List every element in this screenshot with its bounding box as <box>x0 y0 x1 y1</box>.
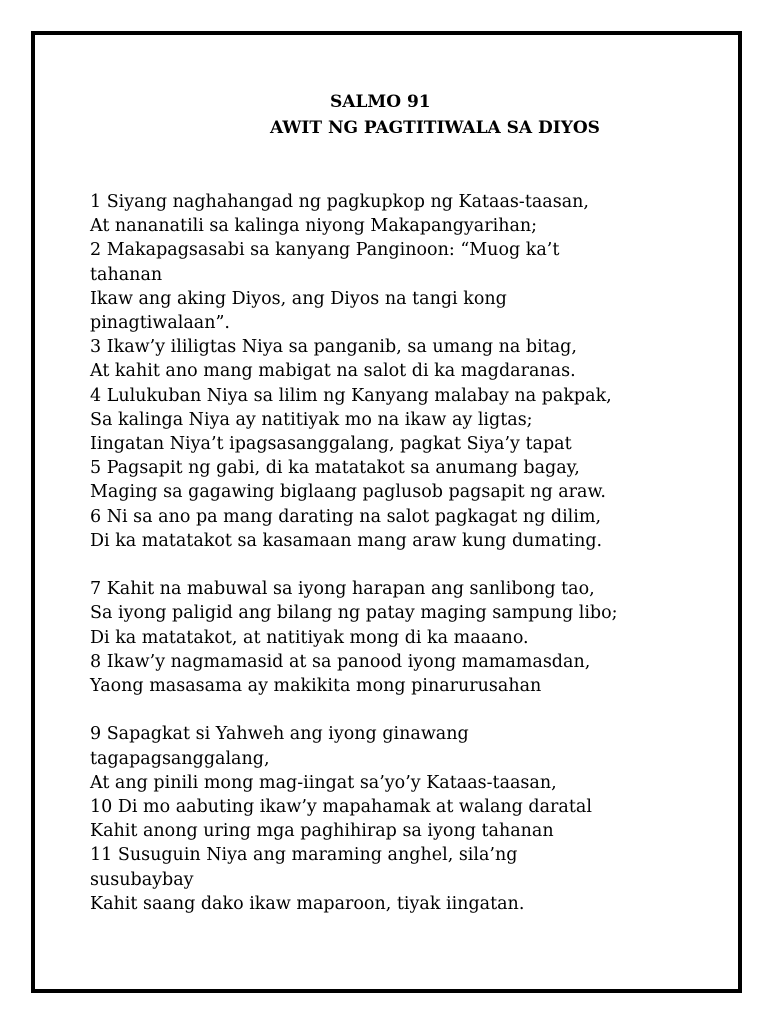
verse-line: 8 Ikaw’y nagmamasid at sa panood iyong mamamasdan, <box>90 651 591 672</box>
verse-line: tagapagsanggalang, <box>90 748 270 769</box>
verse-line: At ang pinili mong mag-iingat sa’yo’y Kataas-taasan, <box>90 772 557 793</box>
psalm-text <box>90 190 710 916</box>
verse-line: 2 Makapagsasabi sa kanyang Panginoon: “Muog ka’t <box>90 240 560 261</box>
verse-line: Yaong masasama ay makikita mong pinarurusahan <box>90 676 542 697</box>
verse-line: 10 Di mo aabuting ikaw’y mapahamak at walang daratal <box>90 797 592 818</box>
stanza-spacer <box>90 698 710 722</box>
verse-line: tahanan <box>90 264 163 285</box>
verse-line: Kahit anong uring mga paghihirap sa iyong tahanan <box>90 821 554 842</box>
verse-line: Kahit saang dako ikaw maparoon, tiyak iingatan. <box>90 893 525 914</box>
verse-line: pinagtiwalaan”. <box>90 313 230 334</box>
verse-line: Ikaw ang aking Diyos, ang Diyos na tangi kong <box>90 288 507 309</box>
verse-line: 4 Lulukuban Niya sa lilim ng Kanyang malabay na pakpak, <box>90 385 612 406</box>
verse-line: 6 Ni sa ano pa mang darating na salot pagkagat ng dilim, <box>90 506 602 527</box>
verse-line: At kahit ano mang mabigat na salot di ka magdaranas. <box>90 361 576 382</box>
verse-line: 9 Sapagkat si Yahweh ang iyong ginawang <box>90 724 469 745</box>
verse-line: susubaybay <box>90 869 194 890</box>
stanza-3 <box>90 722 710 916</box>
verse-line: At nananatili sa kalinga niyong Makapangyarihan; <box>90 216 538 237</box>
verse-line: Di ka matatakot, at natitiyak mong di ka maaano. <box>90 627 529 648</box>
verse-line: Maging sa gagawing biglaang paglusob pagsapit ng araw. <box>90 482 606 503</box>
document-title: SALMO 91 <box>330 92 431 112</box>
verse-line: Di ka matatakot sa kasamaan mang araw kung dumating. <box>90 530 603 551</box>
verse-line: Sa kalinga Niya ay natitiyak mo na ikaw ay ligtas; <box>90 409 533 430</box>
stanza-1 <box>90 190 710 553</box>
verse-line: 3 Ikaw’y ililigtas Niya sa panganib, sa umang na bitag, <box>90 337 577 358</box>
verse-line: Iingatan Niya’t ipagsasanggalang, pagkat Siya’y tapat <box>90 434 572 455</box>
verse-line: 7 Kahit na mabuwal sa iyong harapan ang sanlibong tao, <box>90 579 595 600</box>
stanza-2 <box>90 577 710 698</box>
stanza-spacer <box>90 553 710 577</box>
verse-line: 11 Susuguin Niya ang maraming anghel, sila’ng <box>90 845 518 866</box>
verse-line: Sa iyong paligid ang bilang ng patay maging sampung libo; <box>90 603 618 624</box>
document-subtitle: AWIT NG PAGTITIWALA SA DIYOS <box>270 118 600 138</box>
verse-line: 5 Pagsapit ng gabi, di ka matatakot sa anumang bagay, <box>90 458 580 479</box>
verse-line: 1 Siyang naghahangad ng pagkupkop ng Kataas-taasan, <box>90 192 589 212</box>
